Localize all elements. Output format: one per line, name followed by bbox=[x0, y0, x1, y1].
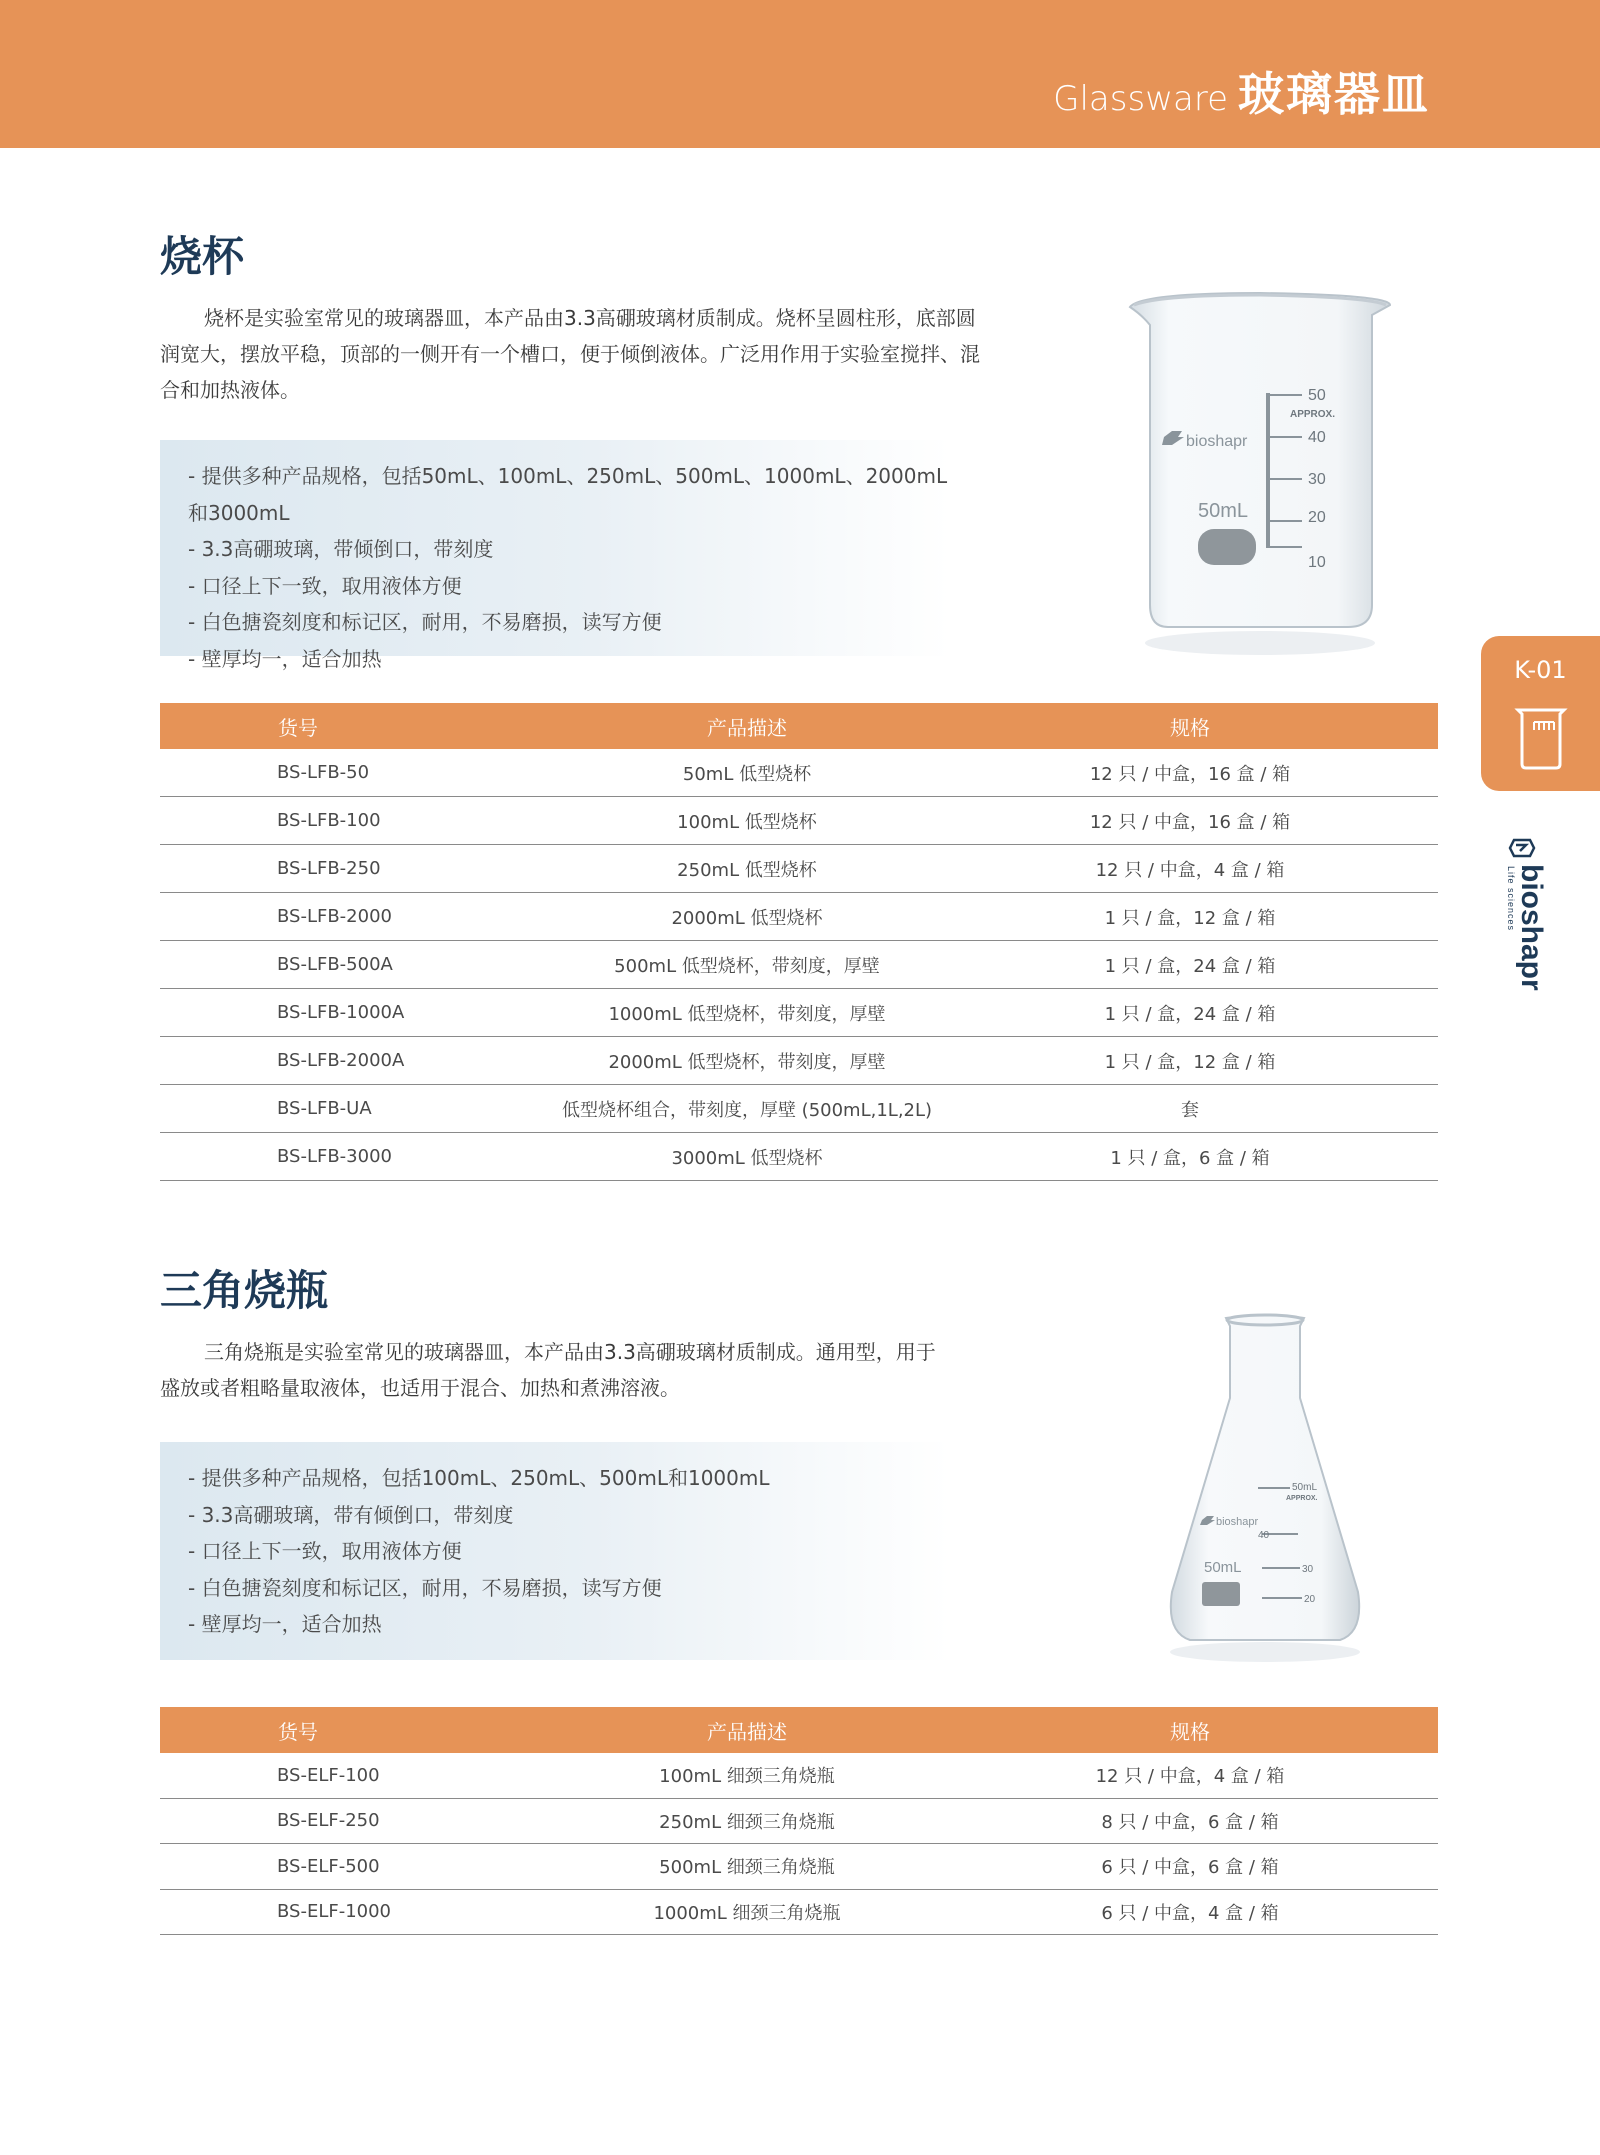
beaker-mark-20: 20 bbox=[1308, 509, 1326, 526]
cell-code: BS-LFB-250 bbox=[160, 845, 552, 893]
cell-spec: 套 bbox=[942, 1085, 1438, 1133]
cell-spec: 1 只 / 盒，12 盒 / 箱 bbox=[942, 1037, 1438, 1085]
table-header-row bbox=[160, 703, 1438, 749]
cell-spec: 12 只 / 中盒，4 盒 / 箱 bbox=[942, 845, 1438, 893]
cell-code: BS-LFB-1000A bbox=[160, 989, 552, 1037]
cell-description: 250mL 低型烧杯 bbox=[552, 845, 942, 893]
table-header-row bbox=[160, 1707, 1438, 1753]
cell-code: BS-LFB-3000 bbox=[160, 1133, 552, 1181]
feature-item: - 白色搪瓷刻度和标记区，耐用，不易磨损，读写方便 bbox=[188, 610, 662, 634]
cell-code: BS-LFB-UA bbox=[160, 1085, 552, 1133]
cell-description: 2000mL 低型烧杯 bbox=[552, 893, 942, 941]
table-row bbox=[160, 1844, 1438, 1890]
cell-description: 500mL 细颈三角烧瓶 bbox=[552, 1844, 942, 1890]
feature-item: - 口径上下一致，取用液体方便 bbox=[188, 573, 462, 598]
table-row bbox=[160, 797, 1438, 845]
beaker-approx: APPROX. bbox=[1290, 409, 1336, 420]
feature-item: - 口径上下一致，取用液体方便 bbox=[188, 1539, 462, 1563]
table-row bbox=[160, 1085, 1438, 1133]
flask-brand: bioshapr bbox=[1216, 1516, 1259, 1528]
beaker-intro-line: 烧杯是实验室常见的玻璃器皿，本产品由3.3高硼玻璃材质制成。烧杯呈圆柱形，底部圆 bbox=[204, 306, 976, 330]
beaker-icon bbox=[1514, 706, 1568, 772]
table-header-description: 产品描述 bbox=[552, 703, 942, 749]
flask-features bbox=[160, 1442, 950, 1660]
table-header-code: 货号 bbox=[160, 1707, 552, 1753]
cell-spec: 8 只 / 中盒，6 盒 / 箱 bbox=[942, 1798, 1438, 1844]
flask-table bbox=[160, 1707, 1438, 1935]
cell-description: 3000mL 低型烧杯 bbox=[552, 1133, 942, 1181]
table-row bbox=[160, 1133, 1438, 1181]
cell-code: BS-LFB-500A bbox=[160, 941, 552, 989]
cell-spec: 1 只 / 盒，24 盒 / 箱 bbox=[942, 941, 1438, 989]
flask-intro-line: 三角烧瓶是实验室常见的玻璃器皿，本产品由3.3高硼玻璃材质制成。通用型，用于 bbox=[204, 1340, 936, 1364]
cell-description: 100mL 低型烧杯 bbox=[552, 797, 942, 845]
cell-code: BS-ELF-500 bbox=[160, 1844, 552, 1890]
cell-description: 500mL 低型烧杯，带刻度，厚壁 bbox=[552, 941, 942, 989]
table-header-spec: 规格 bbox=[942, 1707, 1438, 1753]
table-row bbox=[160, 1889, 1438, 1935]
beaker-section-title: 烧杯 bbox=[160, 232, 245, 281]
cell-spec: 6 只 / 中盒，6 盒 / 箱 bbox=[942, 1844, 1438, 1890]
table-header-code: 货号 bbox=[160, 703, 552, 749]
feature-item: - 提供多种产品规格，包括50mL、100mL、250mL、500mL、1000mL、2000mL和3000mL bbox=[188, 464, 948, 525]
cell-description: 50mL 低型烧杯 bbox=[552, 749, 942, 797]
cell-spec: 1 只 / 盒，12 盒 / 箱 bbox=[942, 893, 1438, 941]
brand-logo-tagline: Life sciences bbox=[1506, 866, 1516, 932]
beaker-features bbox=[160, 440, 950, 671]
page-title bbox=[1053, 58, 1430, 124]
brand-logo-name: bioshapr bbox=[1515, 864, 1548, 991]
table-header-spec: 规格 bbox=[942, 703, 1438, 749]
cell-description: 1000mL 细颈三角烧瓶 bbox=[552, 1889, 942, 1935]
table-row bbox=[160, 893, 1438, 941]
feature-item: - 壁厚均一，适合加热 bbox=[188, 1612, 382, 1636]
beaker-volume: 50mL bbox=[1198, 500, 1249, 522]
cell-code: BS-ELF-100 bbox=[160, 1753, 552, 1798]
flask-intro-line: 盛放或者粗略量取液体，也适用于混合、加热和煮沸溶液。 bbox=[160, 1376, 680, 1400]
cell-description: 1000mL 低型烧杯，带刻度，厚壁 bbox=[552, 989, 942, 1037]
flask-section-title: 三角烧瓶 bbox=[160, 1266, 329, 1315]
table-row bbox=[160, 845, 1438, 893]
cell-description: 100mL 细颈三角烧瓶 bbox=[552, 1753, 942, 1798]
cell-spec: 12 只 / 中盒，16 盒 / 箱 bbox=[942, 797, 1438, 845]
table-row bbox=[160, 1037, 1438, 1085]
flask-mark-50: 50mL bbox=[1292, 1482, 1318, 1493]
cell-spec: 12 只 / 中盒，4 盒 / 箱 bbox=[942, 1753, 1438, 1798]
beaker-mark-10: 10 bbox=[1308, 554, 1326, 571]
beaker-image bbox=[1120, 285, 1400, 685]
feature-item: - 3.3高硼玻璃，带倾倒口，带刻度 bbox=[188, 537, 494, 561]
beaker-mark-30: 30 bbox=[1308, 471, 1326, 488]
table-row bbox=[160, 1753, 1438, 1798]
page-title-en: Glassware bbox=[1053, 79, 1228, 119]
beaker-intro bbox=[160, 300, 1000, 408]
cell-code: BS-LFB-2000A bbox=[160, 1037, 552, 1085]
flask-image bbox=[1150, 1312, 1380, 1672]
beaker-table bbox=[160, 703, 1438, 1181]
section-tab[interactable] bbox=[1481, 636, 1600, 791]
beaker-brand: bioshapr bbox=[1186, 433, 1248, 450]
feature-item: - 壁厚均一，适合加热 bbox=[188, 646, 382, 671]
flask-approx: APPROX. bbox=[1286, 1495, 1318, 1502]
beaker-intro-line: 合和加热液体。 bbox=[160, 378, 300, 402]
feature-item: - 3.3高硼玻璃，带有倾倒口，带刻度 bbox=[188, 1502, 514, 1527]
brand-logo bbox=[1500, 820, 1560, 1000]
cell-description: 250mL 细颈三角烧瓶 bbox=[552, 1798, 942, 1844]
feature-item: - 白色搪瓷刻度和标记区，耐用，不易磨损，读写方便 bbox=[188, 1575, 662, 1600]
cell-description: 低型烧杯组合，带刻度，厚壁 (500mL,1L,2L) bbox=[552, 1085, 942, 1133]
table-row bbox=[160, 749, 1438, 797]
cell-description: 2000mL 低型烧杯，带刻度，厚壁 bbox=[552, 1037, 942, 1085]
cell-spec: 1 只 / 盒，6 盒 / 箱 bbox=[942, 1133, 1438, 1181]
beaker-mark-40: 40 bbox=[1308, 429, 1326, 446]
beaker-intro-line: 润宽大，摆放平稳，顶部的一侧开有一个槽口，便于倾倒液体。广泛用作用于实验室搅拌、混 bbox=[160, 342, 980, 366]
cell-code: BS-ELF-250 bbox=[160, 1798, 552, 1844]
flask-volume: 50mL bbox=[1204, 1559, 1242, 1576]
table-row bbox=[160, 941, 1438, 989]
cell-code: BS-LFB-2000 bbox=[160, 893, 552, 941]
beaker-mark-50: 50 bbox=[1308, 387, 1326, 404]
flask-intro bbox=[160, 1334, 1000, 1406]
table-header-description: 产品描述 bbox=[552, 1707, 942, 1753]
table-row bbox=[160, 1798, 1438, 1844]
flask-mark-40: 40 bbox=[1258, 1530, 1270, 1541]
table-row bbox=[160, 989, 1438, 1037]
header-band bbox=[0, 0, 1600, 148]
section-tab-label: K-01 bbox=[1514, 656, 1567, 684]
cell-spec: 6 只 / 中盒，4 盒 / 箱 bbox=[942, 1889, 1438, 1935]
cell-spec: 1 只 / 盒，24 盒 / 箱 bbox=[942, 989, 1438, 1037]
feature-item: - 提供多种产品规格，包括100mL、250mL、500mL和1000mL bbox=[188, 1466, 770, 1490]
page-title-zh: 玻璃器皿 bbox=[1238, 67, 1430, 121]
flask-mark-20: 20 bbox=[1304, 1594, 1316, 1605]
cell-code: BS-ELF-1000 bbox=[160, 1889, 552, 1935]
cell-code: BS-LFB-50 bbox=[160, 749, 552, 797]
cell-spec: 12 只 / 中盒，16 盒 / 箱 bbox=[942, 749, 1438, 797]
cell-code: BS-LFB-100 bbox=[160, 797, 552, 845]
flask-mark-30: 30 bbox=[1302, 1564, 1314, 1575]
